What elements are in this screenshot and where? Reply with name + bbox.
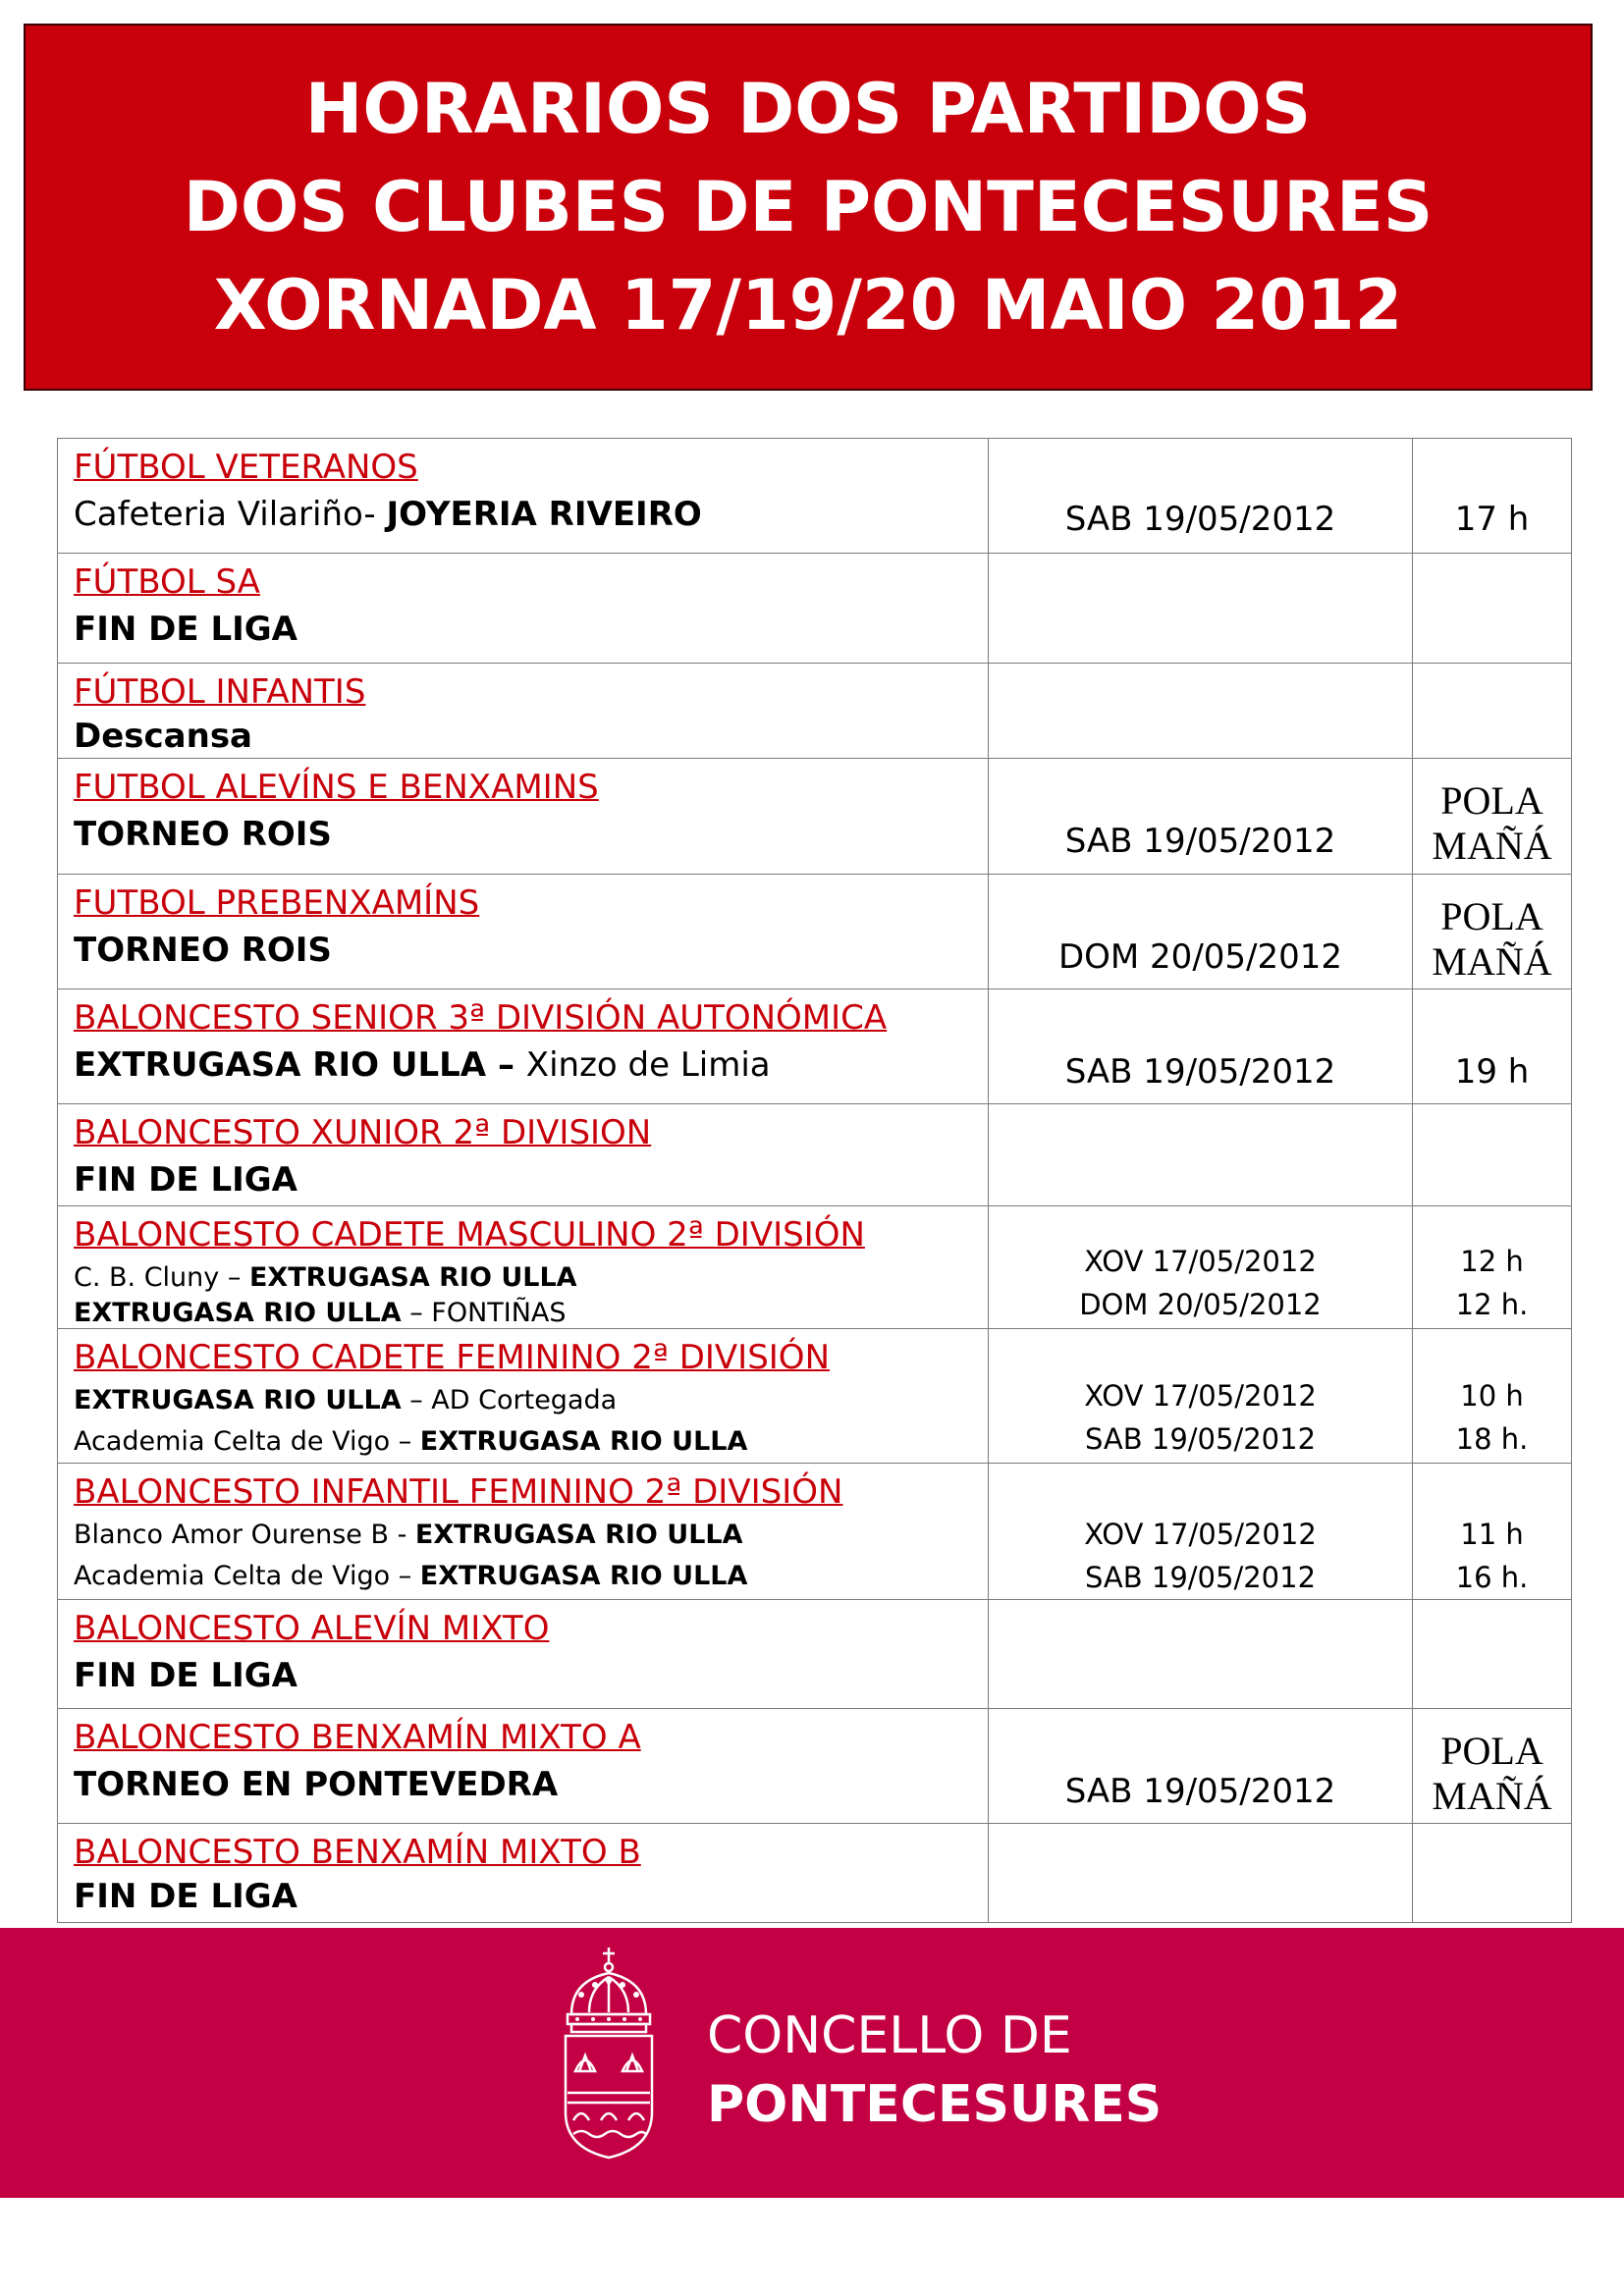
match-detail: Academia Celta de Vigo – EXTRUGASA RIO ULLA <box>74 1561 748 1591</box>
table-row <box>58 439 1572 554</box>
match-note: TORNEO ROIS <box>74 931 332 970</box>
category-label: FÚTBOL VETERANOS <box>74 448 418 487</box>
date-cell: XOV 17/05/2012 SAB 19/05/2012 <box>989 1464 1413 1600</box>
match-cell <box>58 1104 989 1206</box>
match-detail: Blanco Amor Ourense B - EXTRUGASA RIO ULLA <box>74 1520 743 1550</box>
time-cell <box>1413 664 1572 759</box>
table-row <box>58 1206 1572 1329</box>
category-label: FÚTBOL SA <box>74 562 260 602</box>
category-label: BALONCESTO CADETE FEMININO 2ª DIVISIÓN <box>74 1338 830 1377</box>
category-label: BALONCESTO BENXAMÍN MIXTO A <box>74 1718 641 1757</box>
match-detail: EXTRUGASA RIO ULLA – AD Cortegada <box>74 1385 618 1415</box>
title-line-1: HORARIOS DOS PARTIDOS <box>304 69 1312 149</box>
footer-title-line-1: CONCELLO DE <box>707 2006 1072 2065</box>
table-row <box>58 1709 1572 1824</box>
time-cell: POLA MAÑÁ <box>1413 1709 1572 1824</box>
match-note: TORNEO EN PONTEVEDRA <box>74 1765 559 1804</box>
match-cell <box>58 664 989 759</box>
time-cell <box>1413 1600 1572 1709</box>
category-label: BALONCESTO XUNIOR 2ª DIVISION <box>74 1113 652 1152</box>
table-row <box>58 989 1572 1104</box>
category-label: FÚTBOL INFANTIS <box>74 672 366 712</box>
match-cell <box>58 989 989 1104</box>
category-label: BALONCESTO ALEVÍN MIXTO <box>74 1609 550 1648</box>
footer-title-line-2: PONTECESURES <box>707 2075 1163 2134</box>
match-cell <box>58 875 989 989</box>
date-cell: SAB 19/05/2012 <box>989 439 1413 554</box>
category-label: FUTBOL PREBENXAMÍNS <box>74 883 480 923</box>
time-cell: 11 h 16 h. <box>1413 1464 1572 1600</box>
date-cell: SAB 19/05/2012 <box>989 989 1413 1104</box>
category-label: BALONCESTO BENXAMÍN MIXTO B <box>74 1833 641 1872</box>
match-detail: Cafeteria Vilariño- JOYERIA RIVEIRO <box>74 495 702 534</box>
category-label: BALONCESTO SENIOR 3ª DIVISIÓN AUTONÓMICA <box>74 998 888 1038</box>
date-cell: SAB 19/05/2012 <box>989 1709 1413 1824</box>
title-line-2: DOS CLUBES DE PONTECESURES <box>183 167 1434 247</box>
footer-band <box>0 1928 1624 2198</box>
date-cell <box>989 554 1413 664</box>
match-note: FIN DE LIGA <box>74 610 298 649</box>
match-cell <box>58 554 989 664</box>
match-cell <box>58 759 989 875</box>
match-detail: Academia Celta de Vigo – EXTRUGASA RIO ULLA <box>74 1426 748 1457</box>
match-note: Descansa <box>74 717 253 756</box>
match-note: TORNEO ROIS <box>74 815 332 854</box>
table-row <box>58 1104 1572 1206</box>
time-cell <box>1413 1824 1572 1923</box>
time-cell: 12 h 12 h. <box>1413 1206 1572 1329</box>
date-cell <box>989 664 1413 759</box>
match-note: FIN DE LIGA <box>74 1656 298 1695</box>
title-line-3: XORNADA 17/19/20 MAIO 2012 <box>213 265 1403 346</box>
time-cell: 10 h 18 h. <box>1413 1329 1572 1464</box>
table-row <box>58 1464 1572 1600</box>
match-detail: EXTRUGASA RIO ULLA – Xinzo de Limia <box>74 1045 771 1085</box>
schedule-table <box>57 438 1572 1923</box>
date-cell <box>989 1104 1413 1206</box>
table-row <box>58 554 1572 664</box>
table-row <box>58 875 1572 989</box>
table-row <box>58 664 1572 759</box>
match-cell <box>58 1464 989 1600</box>
date-cell: XOV 17/05/2012 DOM 20/05/2012 <box>989 1206 1413 1329</box>
date-cell <box>989 1824 1413 1923</box>
match-note: FIN DE LIGA <box>74 1160 298 1200</box>
category-label: BALONCESTO INFANTIL FEMININO 2ª DIVISIÓN <box>74 1472 843 1512</box>
date-cell <box>989 1600 1413 1709</box>
table-row <box>58 1600 1572 1709</box>
date-cell: SAB 19/05/2012 <box>989 759 1413 875</box>
municipal-coat-of-arms-icon <box>552 1946 666 2163</box>
match-detail: EXTRUGASA RIO ULLA – FONTIÑAS <box>74 1298 567 1328</box>
category-label: BALONCESTO CADETE MASCULINO 2ª DIVISIÓN <box>74 1215 865 1255</box>
match-cell <box>58 1206 989 1329</box>
time-cell: POLA MAÑÁ <box>1413 875 1572 989</box>
match-cell <box>58 1824 989 1923</box>
match-detail: C. B. Cluny – EXTRUGASA RIO ULLA <box>74 1262 577 1293</box>
table-row <box>58 1329 1572 1464</box>
match-cell <box>58 1709 989 1824</box>
time-cell: 17 h <box>1413 439 1572 554</box>
time-cell: 19 h <box>1413 989 1572 1104</box>
match-cell <box>58 439 989 554</box>
time-cell <box>1413 554 1572 664</box>
table-row <box>58 1824 1572 1923</box>
date-cell: XOV 17/05/2012 SAB 19/05/2012 <box>989 1329 1413 1464</box>
time-cell <box>1413 1104 1572 1206</box>
category-label: FUTBOL ALEVÍNS E BENXAMINS <box>74 768 599 807</box>
time-cell: POLA MAÑÁ <box>1413 759 1572 875</box>
title-banner <box>24 24 1593 391</box>
date-cell: DOM 20/05/2012 <box>989 875 1413 989</box>
match-cell <box>58 1329 989 1464</box>
match-note: FIN DE LIGA <box>74 1877 298 1916</box>
table-row <box>58 759 1572 875</box>
match-cell <box>58 1600 989 1709</box>
